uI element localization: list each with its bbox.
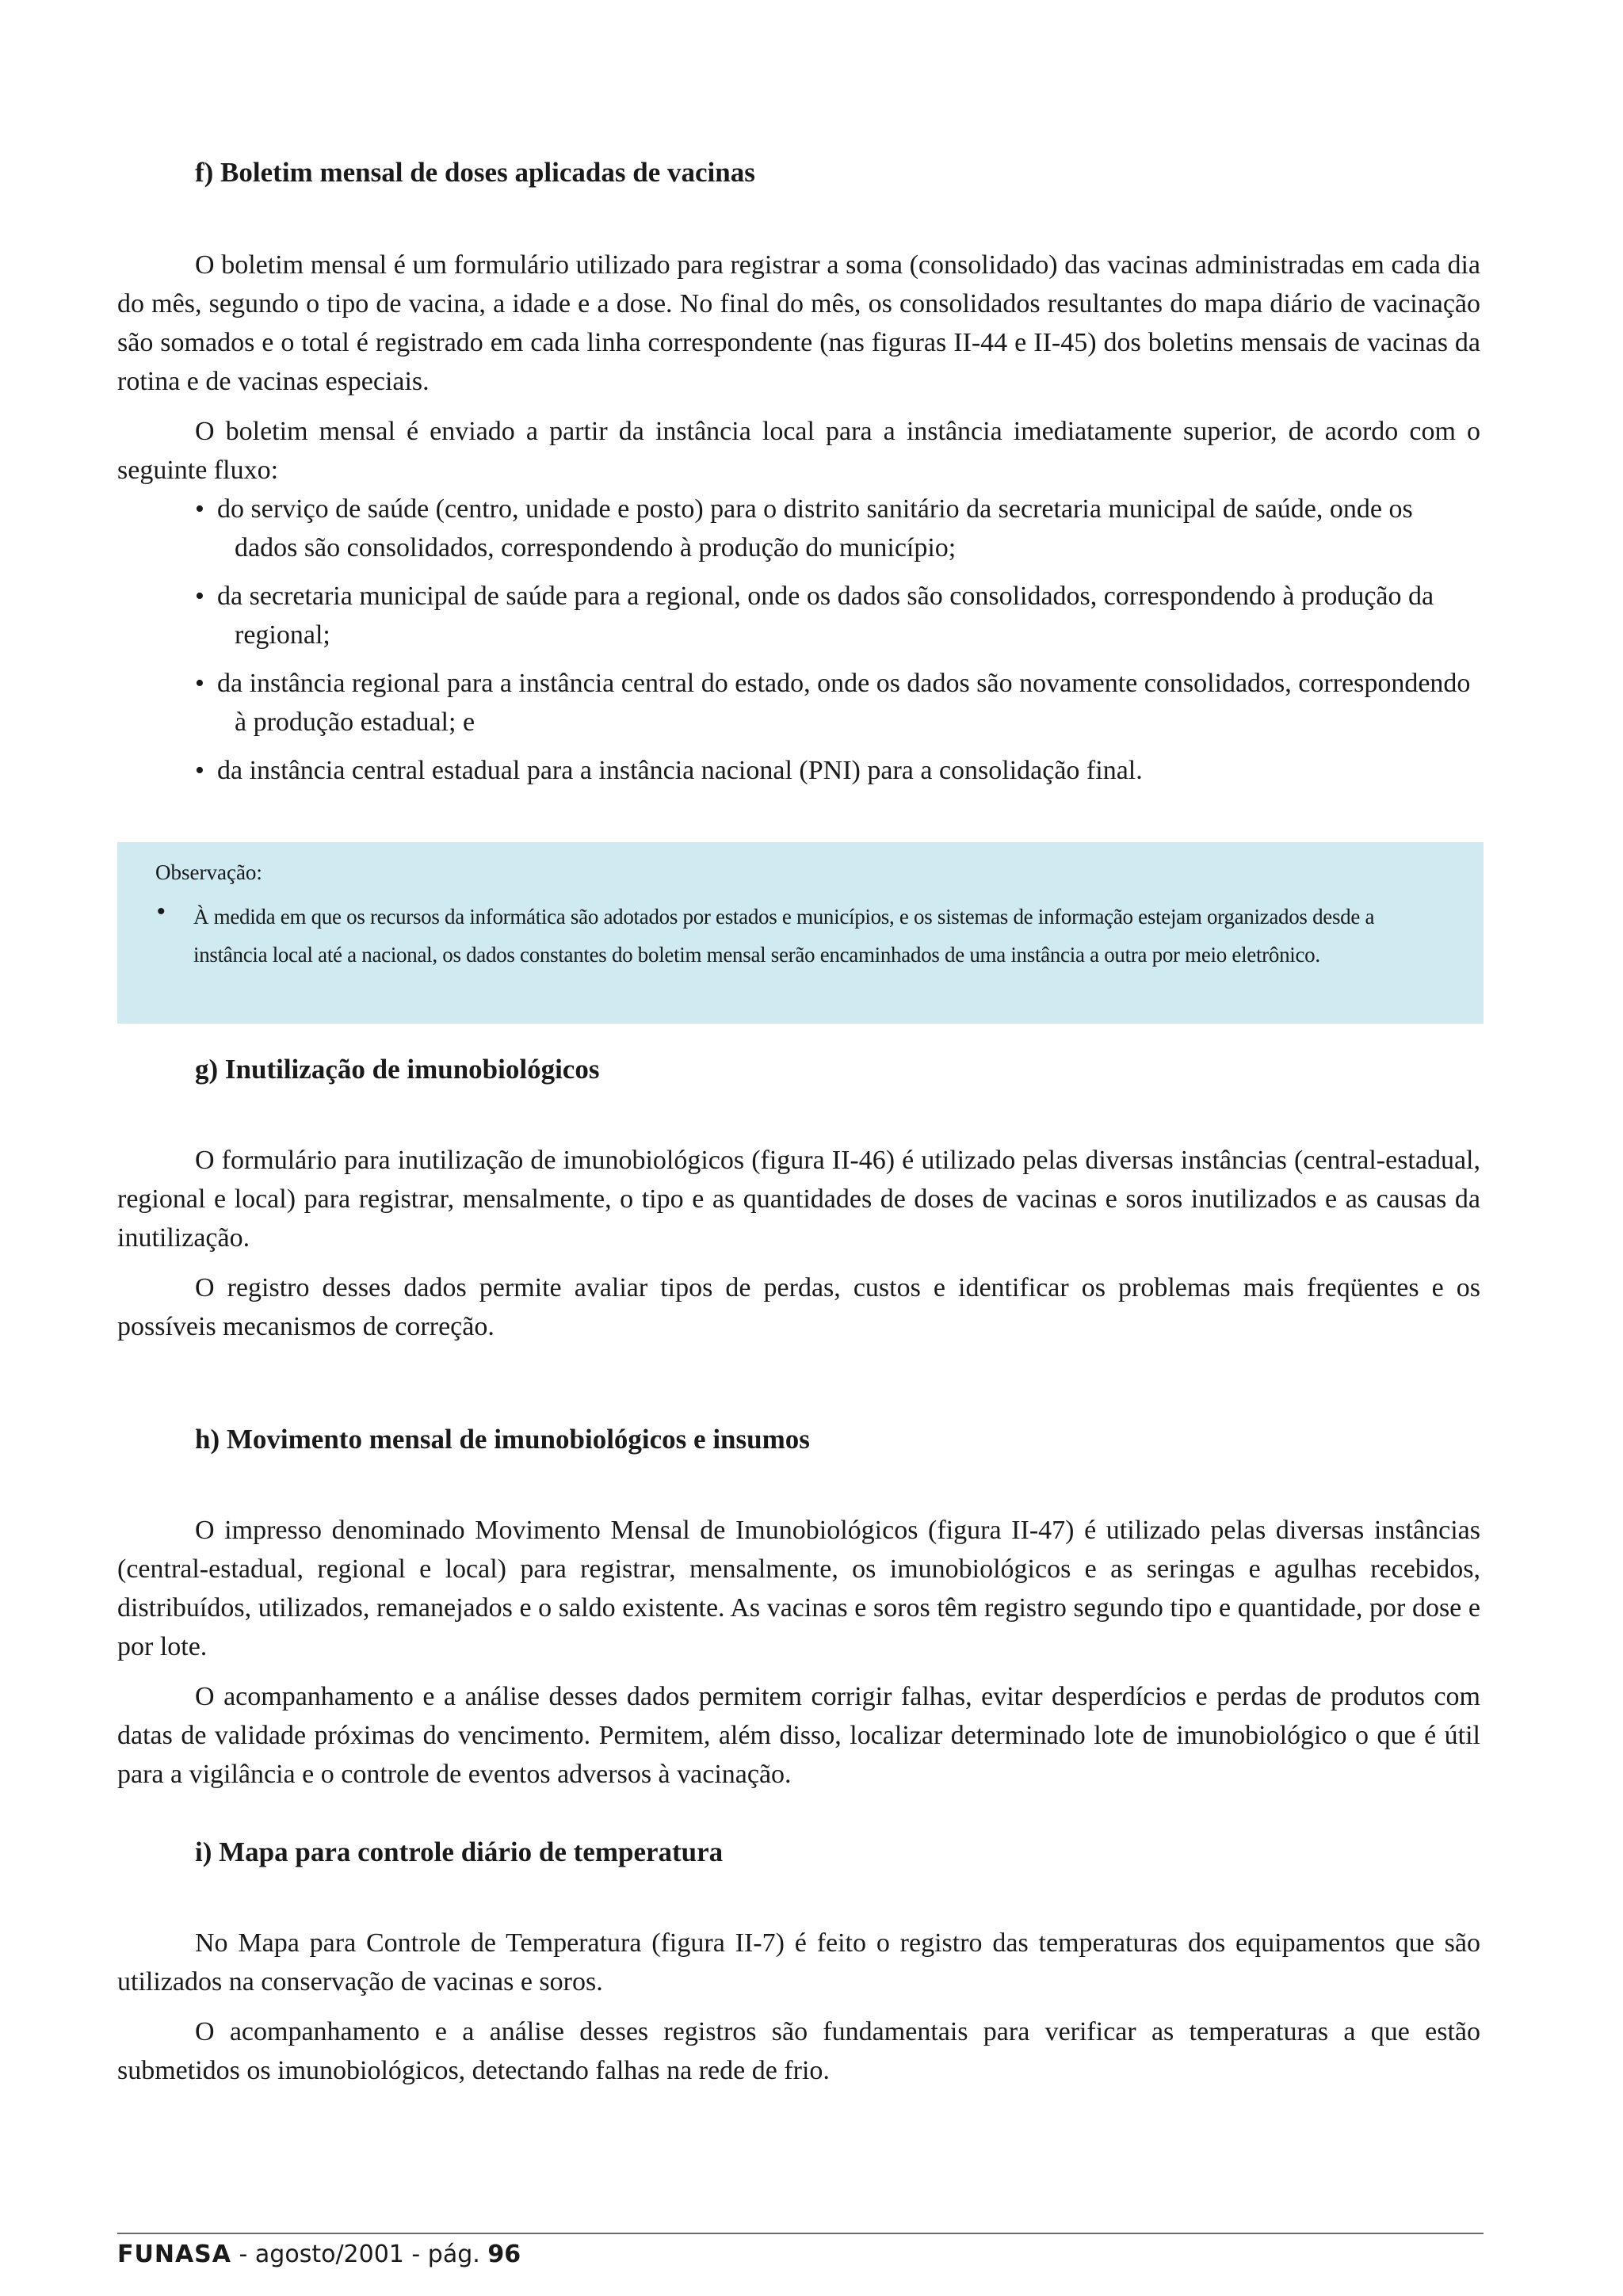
list-item: • da instância central estadual para a instância nacional (PNI) para a consolidação final. [195,756,1143,785]
section-g-heading: g) Inutilização de imunobiológicos [195,1054,600,1085]
flow-list [117,490,1480,790]
list-item: • da secretaria municipal de saúde para a regional, onde os dados são consolidados, correspondendo à produção da regional; [195,582,1434,650]
section-g-paragraph-2: O registro desses dados permite avaliar tipos de perdas, custos e identificar os problemas mais freqüentes e os possíveis mecanismos de correção. [117,1273,1480,1341]
footer-divider [117,2233,1484,2234]
section-f [117,155,1480,799]
section-f-paragraph-2: O boletim mensal é enviado a partir da instância local para a instância imediatamente superior, de acordo com o seguinte fluxo: [117,417,1480,485]
section-h-paragraph-1: O impresso denominado Movimento Mensal de Imunobiológicos (figura II-47) é utilizado pelas diversas instâncias (central-estadual, regional e local) para registrar, mensalmente, os imunobiológicos e as seringas e agulhas recebidos, distribuídos, utilizados, remanejados e o saldo existente. As vacinas e soros têm registro segundo tipo e quantidade, por dose e por lote. [117,1516,1480,1661]
section-f-paragraph-1: O boletim mensal é um formulário utilizado para registrar a soma (consolidado) das vacinas administradas em cada dia do mês, segundo o tipo de vacina, a idade e a dose. No final do mês, os consolidados resultantes do mapa diário de vacinação são somados e o total é registrado em cada linha correspondente (nas figuras II-44 e II-45) dos boletins mensais de vacinas da rotina e de vacinas especiais. [117,250,1480,396]
section-h-paragraph-2: O acompanhamento e a análise desses dados permitem corrigir falhas, evitar desperdícios e perdas de produtos com datas de validade próximas do vencimento. Permitem, além disso, localizar determinado lote de imunobiológico o que é útil para a vigilância e o controle de eventos adversos à vacinação. [117,1682,1480,1789]
footer-brand: FUNASA [117,2241,232,2268]
section-h-heading: h) Movimento mensal de imunobiológicos e insumos [195,1424,810,1455]
section-i [117,1835,1480,2090]
section-g [117,1052,1480,1346]
observation-title: Observação: [155,860,262,884]
observation-box [117,842,1484,1024]
section-i-paragraph-1: No Mapa para Controle de Temperatura (figura II-7) é feito o registro das temperaturas dos equipamentos que são utilizados na conservação de vacinas e soros. [117,1928,1480,1997]
list-item: • da instância regional para a instância central do estado, onde os dados são novamente consolidados, correspondendo à produção estadual; e [195,669,1471,737]
bullet-icon: • [157,898,166,925]
section-f-heading: f) Boletim mensal de doses aplicadas de vacinas [195,157,755,188]
section-i-heading: i) Mapa para controle diário de temperatura [195,1836,724,1867]
list-item: • do serviço de saúde (centro, unidade e posto) para o distrito sanitário da secretaria municipal de saúde, onde os dados são consolidados, correspondendo à produção do município; [195,494,1413,563]
page-footer [117,2239,521,2271]
section-g-paragraph-1: O formulário para inutilização de imunobiológicos (figura II-46) é utilizado pelas diversas instâncias (central-estadual, regional e local) para registrar, mensalmente, o tipo e as quantidades de doses de vacinas e soros inutilizados e as causas da inutilização. [117,1146,1480,1253]
section-i-paragraph-2: O acompanhamento e a análise desses registros são fundamentais para verificar as temperaturas a que estão submetidos os imunobiológicos, detectando falhas na rede de frio. [117,2017,1480,2085]
section-h [117,1422,1480,1794]
footer-date: - agosto/2001 - pág. [231,2241,488,2268]
page-number: 96 [487,2241,521,2268]
observation-text: À medida em que os recursos da informática são adotados por estados e municípios, e os sistemas de informação estejam organizados desde a instância local até a nacional, os dados constantes do boletim mensal serão encaminhados de uma instância a outra por meio eletrônico. [193,905,1375,967]
